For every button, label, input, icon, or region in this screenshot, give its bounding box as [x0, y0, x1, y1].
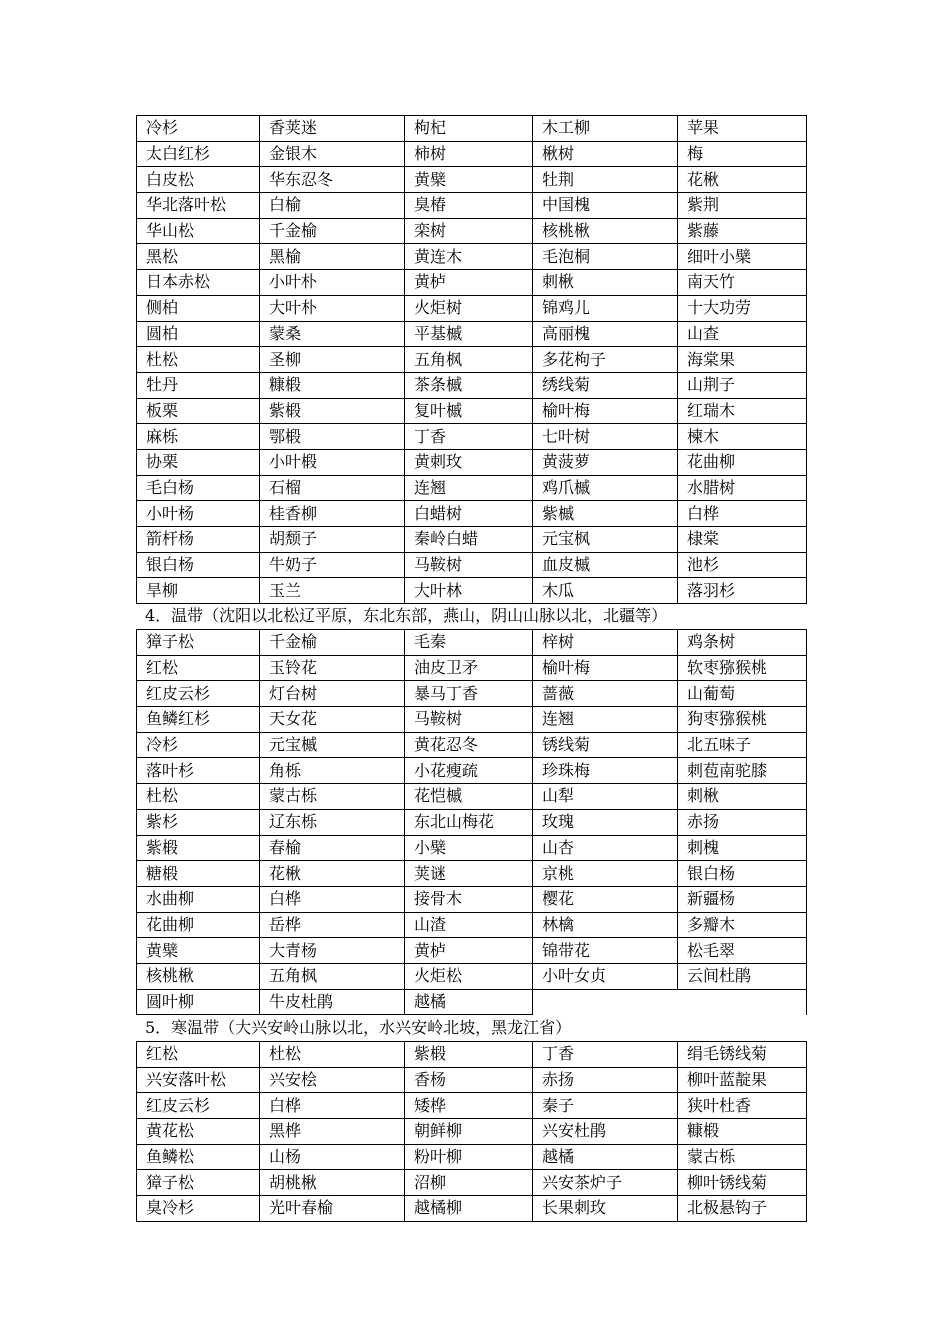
table-cell: 兴安落叶松	[137, 1068, 260, 1094]
table-cell: 锦鸡儿	[533, 296, 678, 322]
table-cell: 太白红杉	[137, 142, 260, 168]
table-cell: 狗枣猕猴桃	[678, 707, 807, 733]
table-cell: 白蜡树	[405, 501, 533, 527]
table-cell: 血皮槭	[533, 553, 678, 579]
table-cell: 秦子	[533, 1093, 678, 1119]
table-cell: 火炬树	[405, 296, 533, 322]
table-cell: 山杏	[533, 836, 678, 862]
table-cell: 白桦	[260, 887, 405, 913]
table-cell: 火炬松	[405, 964, 533, 990]
table-cell: 岳桦	[260, 913, 405, 939]
table-cell: 花恺槭	[405, 784, 533, 810]
table-cell: 玫瑰	[533, 810, 678, 836]
table-cell: 元宝槭	[260, 733, 405, 759]
table-row	[137, 681, 807, 707]
table-cell: 核桃楸	[533, 219, 678, 245]
table-cell: 油皮卫矛	[405, 656, 533, 682]
table-cell: 鱼鳞松	[137, 1145, 260, 1171]
table-cell: 牛皮杜鹃	[260, 990, 405, 1016]
table-cell: 楝木	[678, 424, 807, 450]
table-cell: 黄栌	[405, 938, 533, 964]
table-cell: 栾树	[405, 219, 533, 245]
table-cell: 毛白杨	[137, 476, 260, 502]
table-row	[137, 219, 807, 245]
table-row	[137, 347, 807, 373]
table-cell: 山杨	[260, 1145, 405, 1171]
table-cell: 花楸	[260, 861, 405, 887]
table-cell: 紫槭	[533, 501, 678, 527]
table-cell: 蒙古栎	[678, 1145, 807, 1171]
table-cell: 黄连木	[405, 244, 533, 270]
table-cell: 胡颓子	[260, 527, 405, 553]
table-cell: 牡丹	[137, 373, 260, 399]
table-cell: 核桃楸	[137, 964, 260, 990]
table-cell: 蒙古栎	[260, 784, 405, 810]
table-cell: 光叶春榆	[260, 1196, 405, 1222]
table-cell: 毛秦	[405, 630, 533, 656]
table-cell: 水曲柳	[137, 887, 260, 913]
table-cell: 黄刺玫	[405, 450, 533, 476]
table-cell: 丁香	[533, 1042, 678, 1068]
table-cell: 臭冷杉	[137, 1196, 260, 1222]
table-row	[137, 964, 807, 990]
table-cell: 黄花松	[137, 1119, 260, 1145]
table-cell: 香杨	[405, 1068, 533, 1094]
table-cell: 池杉	[678, 553, 807, 579]
table-cell: 柿树	[405, 142, 533, 168]
table-cell: 山渣	[405, 913, 533, 939]
table-row	[137, 630, 807, 656]
table-cell: 七叶树	[533, 424, 678, 450]
table-cell: 白皮松	[137, 167, 260, 193]
table-cell: 鄂椴	[260, 424, 405, 450]
table-cell: 华北落叶松	[137, 193, 260, 219]
table-cell: 春榆	[260, 836, 405, 862]
table-cell: 华山松	[137, 219, 260, 245]
table-row	[137, 167, 807, 193]
table-row	[137, 707, 807, 733]
table-cell: 丁香	[405, 424, 533, 450]
table-cell: 松毛翠	[678, 938, 807, 964]
table-cell: 银白杨	[678, 861, 807, 887]
table-cell: 绢毛锈线菊	[678, 1042, 807, 1068]
table-row	[137, 887, 807, 913]
table-cell: 小叶女贞	[533, 964, 678, 990]
table-cell: 柳叶蓝靛果	[678, 1068, 807, 1094]
table-cell: 天女花	[260, 707, 405, 733]
table-cell: 糠椴	[260, 373, 405, 399]
table-cell: 马鞍树	[405, 553, 533, 579]
table-row	[137, 501, 807, 527]
table-cell: 兴安茶炉子	[533, 1170, 678, 1196]
table-cell: 软枣猕猴桃	[678, 656, 807, 682]
table-row	[137, 244, 807, 270]
table-cell: 刺楸	[533, 270, 678, 296]
table-cell: 多瓣木	[678, 913, 807, 939]
table-cell: 鸡爪槭	[533, 476, 678, 502]
table-cell: 白桦	[260, 1093, 405, 1119]
table-row	[137, 578, 807, 604]
table-cell: 紫椴	[405, 1042, 533, 1068]
table-cell: 赤扬	[678, 810, 807, 836]
table-cell: 臭椿	[405, 193, 533, 219]
table-cell: 獐子松	[137, 1170, 260, 1196]
table-cell: 辽东栎	[260, 810, 405, 836]
table-row	[137, 450, 807, 476]
table-cell: 侧柏	[137, 296, 260, 322]
table-cell: 黑松	[137, 244, 260, 270]
table-row	[137, 861, 807, 887]
table-cell: 千金榆	[260, 219, 405, 245]
table-cell: 玉兰	[260, 578, 405, 604]
table-row	[137, 373, 807, 399]
table-row	[137, 553, 807, 579]
table-cell: 香荚迷	[260, 116, 405, 142]
table-row	[137, 116, 807, 142]
table-cell: 茶条槭	[405, 373, 533, 399]
table-cell: 水腊树	[678, 476, 807, 502]
table-cell: 平基槭	[405, 322, 533, 348]
table-cell: 黑桦	[260, 1119, 405, 1145]
table-cell: 东北山梅花	[405, 810, 533, 836]
section-heading-temperate: 4．温带（沈阳以北松辽平原，东北东部，燕山，阴山山脉以北，北疆等）	[145, 606, 668, 625]
table-cell: 毛泡桐	[533, 244, 678, 270]
table-cell: 秦岭白蜡	[405, 527, 533, 553]
table-cell: 新疆杨	[678, 887, 807, 913]
table-cell: 千金榆	[260, 630, 405, 656]
table-cell: 刺槐	[678, 836, 807, 862]
table-row	[137, 193, 807, 219]
table-cell: 越橘	[533, 1145, 678, 1171]
table-cell: 林檎	[533, 913, 678, 939]
table-cell: 木瓜	[533, 578, 678, 604]
table-row	[137, 913, 807, 939]
table-cell: 红瑞木	[678, 399, 807, 425]
table-cell: 兴安桧	[260, 1068, 405, 1094]
table-row	[137, 784, 807, 810]
table-cell: 紫椴	[260, 399, 405, 425]
table-cell: 连翘	[405, 476, 533, 502]
table-cell: 白桦	[678, 501, 807, 527]
plant-species-table-cold-temperate	[136, 1041, 807, 1222]
table-cell: 紫椴	[137, 836, 260, 862]
table-cell: 大叶林	[405, 578, 533, 604]
table-cell: 紫荆	[678, 193, 807, 219]
table-cell: 梅	[678, 142, 807, 168]
table-cell: 石榴	[260, 476, 405, 502]
table-cell: 大青杨	[260, 938, 405, 964]
table-cell: 圣柳	[260, 347, 405, 373]
plant-species-table-temperate	[136, 629, 807, 1015]
table-cell: 金银木	[260, 142, 405, 168]
table-cell: 冷杉	[137, 116, 260, 142]
table-row	[137, 476, 807, 502]
table-row	[137, 322, 807, 348]
table-cell: 鸡条树	[678, 630, 807, 656]
table-cell: 红皮云杉	[137, 681, 260, 707]
table-row	[137, 296, 807, 322]
table-cell: 大叶朴	[260, 296, 405, 322]
table-cell: 元宝枫	[533, 527, 678, 553]
table-cell: 南天竹	[678, 270, 807, 296]
table-cell: 糖椴	[137, 861, 260, 887]
table-row	[137, 1196, 807, 1222]
table-cell: 黄檗	[137, 938, 260, 964]
table-cell: 落羽杉	[678, 578, 807, 604]
table-cell: 小叶杨	[137, 501, 260, 527]
table-cell: 小叶朴	[260, 270, 405, 296]
table-cell: 红松	[137, 1042, 260, 1068]
table-row	[137, 1068, 807, 1094]
table-cell: 锈线菊	[533, 733, 678, 759]
table-cell: 棣棠	[678, 527, 807, 553]
table-row	[137, 836, 807, 862]
table-cell: 旱柳	[137, 578, 260, 604]
table-cell: 楸树	[533, 142, 678, 168]
table-cell: 梓树	[533, 630, 678, 656]
table-cell: 糠椴	[678, 1119, 807, 1145]
table-cell: 高丽槐	[533, 322, 678, 348]
table-cell: 接骨木	[405, 887, 533, 913]
table-cell: 花曲柳	[678, 450, 807, 476]
table-cell: 十大功劳	[678, 296, 807, 322]
table-cell: 北五味子	[678, 733, 807, 759]
table-cell: 牡荆	[533, 167, 678, 193]
table-cell: 牛奶子	[260, 553, 405, 579]
table-cell: 京桃	[533, 861, 678, 887]
table-cell: 杜松	[137, 784, 260, 810]
table-row	[137, 656, 807, 682]
table-cell: 木工柳	[533, 116, 678, 142]
table-cell: 红皮云杉	[137, 1093, 260, 1119]
table-cell: 协栗	[137, 450, 260, 476]
table-row	[137, 1119, 807, 1145]
table-cell: 小花瘦疏	[405, 758, 533, 784]
table-row	[137, 270, 807, 296]
plant-species-table-1	[136, 115, 807, 604]
table-cell: 红松	[137, 656, 260, 682]
table-cell: 荚谜	[405, 861, 533, 887]
table-cell: 麻栎	[137, 424, 260, 450]
table-row	[137, 1093, 807, 1119]
table-cell: 刺苞南驼膝	[678, 758, 807, 784]
table-cell: 山犁	[533, 784, 678, 810]
table-cell: 苹果	[678, 116, 807, 142]
table-row	[137, 399, 807, 425]
table-cell: 箭杆杨	[137, 527, 260, 553]
table-cell: 胡桃楸	[260, 1170, 405, 1196]
table-cell: 赤扬	[533, 1068, 678, 1094]
table-cell: 樱花	[533, 887, 678, 913]
table-row	[137, 424, 807, 450]
table-cell: 紫杉	[137, 810, 260, 836]
table-cell: 马鞍树	[405, 707, 533, 733]
table-cell: 粉叶柳	[405, 1145, 533, 1171]
table-cell: 北极悬钩子	[678, 1196, 807, 1222]
table-cell: 花楸	[678, 167, 807, 193]
table-cell: 连翘	[533, 707, 678, 733]
table-cell: 黑榆	[260, 244, 405, 270]
table-row	[137, 758, 807, 784]
table-cell: 小檗	[405, 836, 533, 862]
table-row	[137, 733, 807, 759]
table-cell: 山葡萄	[678, 681, 807, 707]
table-cell: 落叶杉	[137, 758, 260, 784]
table-row	[137, 1145, 807, 1171]
table-cell: 珍珠梅	[533, 758, 678, 784]
table-cell: 云间杜鹃	[678, 964, 807, 990]
section-heading-cold-temperate: 5．寒温带（大兴安岭山脉以北，水兴安岭北坡，黑龙江省）	[145, 1018, 572, 1037]
table-cell: 山查	[678, 322, 807, 348]
table-cell: 长果刺玫	[533, 1196, 678, 1222]
table-cell: 中国槐	[533, 193, 678, 219]
table-cell: 华东忍冬	[260, 167, 405, 193]
table-cell: 朝鲜柳	[405, 1119, 533, 1145]
table-cell: 狭叶杜香	[678, 1093, 807, 1119]
table-cell: 杜松	[260, 1042, 405, 1068]
table-cell: 山荆子	[678, 373, 807, 399]
table-cell: 黄菠萝	[533, 450, 678, 476]
table-cell: 黄檗	[405, 167, 533, 193]
table-cell: 板栗	[137, 399, 260, 425]
empty-cell	[533, 990, 807, 1016]
table-cell: 花曲柳	[137, 913, 260, 939]
table-cell: 榆叶梅	[533, 399, 678, 425]
table-cell: 沼柳	[405, 1170, 533, 1196]
table-cell: 角栎	[260, 758, 405, 784]
table-cell: 海棠果	[678, 347, 807, 373]
table-cell: 玉铃花	[260, 656, 405, 682]
table-row	[137, 810, 807, 836]
table-row	[137, 142, 807, 168]
table-cell: 柳叶锈线菊	[678, 1170, 807, 1196]
table-cell: 细叶小檗	[678, 244, 807, 270]
table-cell: 黄花忍冬	[405, 733, 533, 759]
table-cell: 多花枸子	[533, 347, 678, 373]
table-cell: 复叶槭	[405, 399, 533, 425]
table-cell: 银白杨	[137, 553, 260, 579]
table-cell: 枸杞	[405, 116, 533, 142]
table-cell: 刺楸	[678, 784, 807, 810]
table-row	[137, 938, 807, 964]
table-row	[137, 527, 807, 553]
table-cell: 冷杉	[137, 733, 260, 759]
table-cell: 白榆	[260, 193, 405, 219]
table-cell: 圆柏	[137, 322, 260, 348]
table-cell: 五角枫	[405, 347, 533, 373]
table-cell: 锦带花	[533, 938, 678, 964]
table-cell: 灯台树	[260, 681, 405, 707]
table-cell: 鱼鳞红杉	[137, 707, 260, 733]
table-cell: 榆叶梅	[533, 656, 678, 682]
table-cell: 黄栌	[405, 270, 533, 296]
table-row	[137, 1170, 807, 1196]
table-cell: 越橘柳	[405, 1196, 533, 1222]
table-cell: 圆叶柳	[137, 990, 260, 1016]
table-row	[137, 1042, 807, 1068]
table-cell: 矮桦	[405, 1093, 533, 1119]
table-cell: 兴安杜鹃	[533, 1119, 678, 1145]
table-cell: 小叶椴	[260, 450, 405, 476]
table-cell: 暴马丁香	[405, 681, 533, 707]
table-cell: 蒙桑	[260, 322, 405, 348]
table-cell: 獐子松	[137, 630, 260, 656]
table-row	[137, 990, 807, 1016]
table-cell: 日本赤松	[137, 270, 260, 296]
table-cell: 蔷薇	[533, 681, 678, 707]
table-cell: 桂香柳	[260, 501, 405, 527]
table-cell: 绣线菊	[533, 373, 678, 399]
table-cell: 杜松	[137, 347, 260, 373]
table-cell: 越橘	[405, 990, 533, 1016]
table-cell: 五角枫	[260, 964, 405, 990]
table-cell: 紫藤	[678, 219, 807, 245]
